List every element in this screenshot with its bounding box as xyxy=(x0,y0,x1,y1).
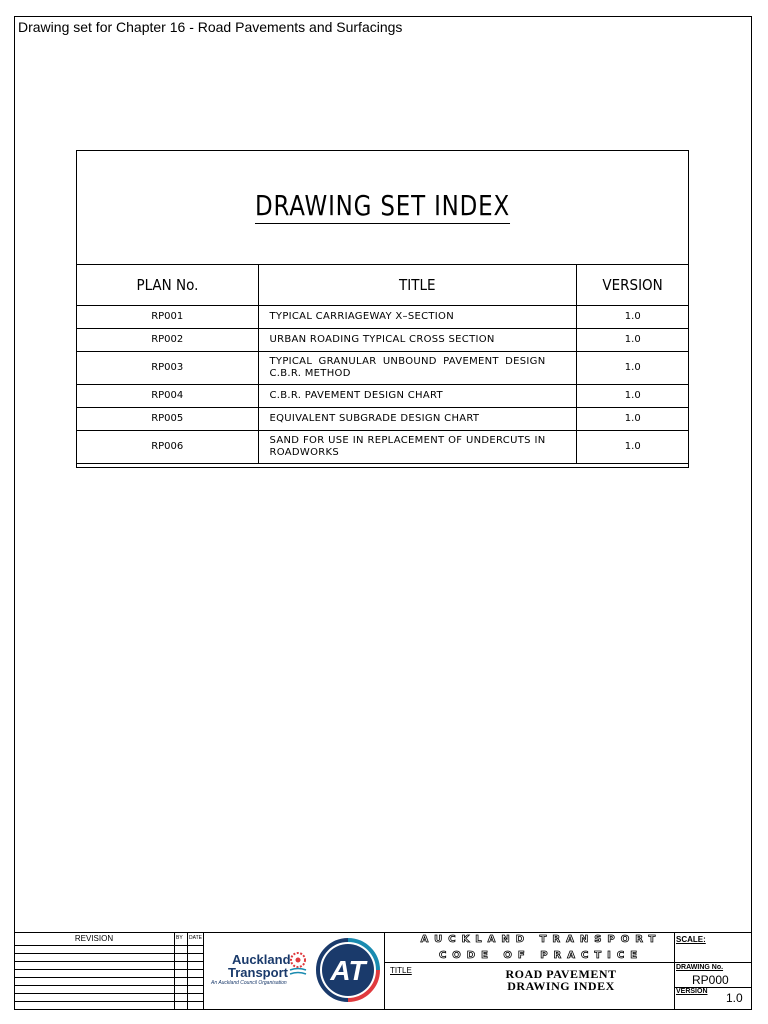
logo-transport: Transport xyxy=(228,965,288,980)
pohutukawa-flower-icon xyxy=(287,951,309,979)
plan-title: TYPICAL CARRIAGEWAY X–SECTION xyxy=(258,306,576,329)
plan-version: 1.0 xyxy=(576,385,689,408)
index-table xyxy=(77,265,689,464)
title-block xyxy=(14,932,752,1010)
table-row xyxy=(77,431,689,464)
table-row xyxy=(77,329,689,352)
plan-version: 1.0 xyxy=(576,352,689,385)
plan-title: URBAN ROADING TYPICAL CROSS SECTION xyxy=(258,329,576,352)
plan-title: SAND FOR USE IN REPLACEMENT OF UNDERCUTS IN ROADWORKS xyxy=(258,431,576,464)
plan-number: RP006 xyxy=(77,431,258,464)
plan-version: 1.0 xyxy=(576,306,689,329)
coop-line-1: AUCKLAND TRANSPORT xyxy=(420,934,662,945)
scale-label: SCALE: xyxy=(676,935,706,944)
drawing-set-index xyxy=(76,150,689,468)
index-heading: DRAWING SET INDEX xyxy=(254,189,511,222)
at-logo-icon xyxy=(316,938,380,1002)
page-header: Drawing set for Chapter 16 - Road Pavements and Surfacings xyxy=(18,19,403,35)
index-heading-box xyxy=(77,151,688,265)
plan-version: 1.0 xyxy=(576,408,689,431)
version-label: VERSION xyxy=(676,988,708,995)
logo-auckland: Auckland xyxy=(232,952,291,967)
column-header-title: TITLE xyxy=(258,265,576,306)
plan-title: TYPICAL GRANULAR UNBOUND PAVEMENT DESIGN C.B.R. METHOD xyxy=(258,352,576,385)
revision-table xyxy=(14,932,204,1008)
drawing-no-label: DRAWING No. xyxy=(676,964,724,971)
column-header-version: VERSION xyxy=(576,265,689,306)
revision-label: REVISION xyxy=(74,934,114,943)
coop-line-2: CODE OF PRACTICE xyxy=(438,950,644,961)
table-row xyxy=(77,408,689,431)
by-label: BY xyxy=(176,935,183,941)
plan-title: EQUIVALENT SUBGRADE DESIGN CHART xyxy=(258,408,576,431)
plan-number: RP005 xyxy=(77,408,258,431)
version-value: 1.0 xyxy=(726,991,743,1005)
table-row xyxy=(77,306,689,329)
date-label: DATE xyxy=(189,935,202,941)
at-logo-text: AT xyxy=(330,955,366,986)
plan-number: RP002 xyxy=(77,329,258,352)
drawing-title-line-1: ROAD PAVEMENT xyxy=(505,967,617,981)
logo-subtitle: An Auckland Council Organisation xyxy=(211,980,287,986)
plan-title: C.B.R. PAVEMENT DESIGN CHART xyxy=(258,385,576,408)
table-header-row xyxy=(77,265,689,306)
plan-version: 1.0 xyxy=(576,431,689,464)
drawing-number: RP000 xyxy=(692,973,729,987)
drawing-title-line-2: DRAWING INDEX xyxy=(507,979,615,993)
column-header-plan: PLAN No. xyxy=(77,265,258,306)
plan-number: RP003 xyxy=(77,352,258,385)
plan-number: RP004 xyxy=(77,385,258,408)
table-row xyxy=(77,352,689,385)
plan-number: RP001 xyxy=(77,306,258,329)
table-row xyxy=(77,385,689,408)
title-label: TITLE xyxy=(390,966,412,975)
plan-version: 1.0 xyxy=(576,329,689,352)
